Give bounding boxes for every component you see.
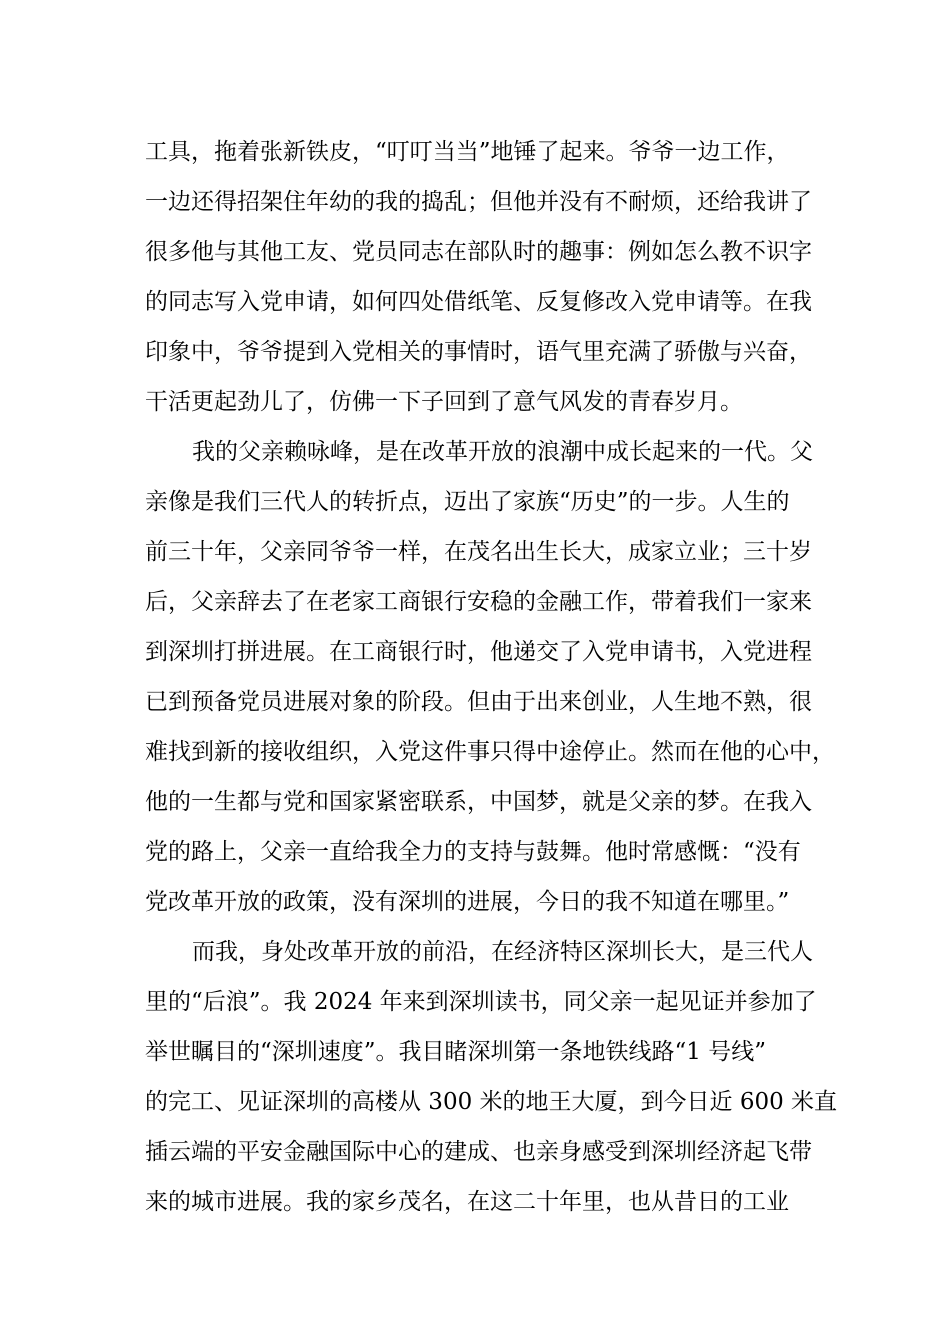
paragraph-line: 印象中，爷爷提到入党相关的事情时，语气里充满了骄傲与兴奋， (145, 339, 812, 365)
paragraph-line: 已到预备党员进展对象的阶段。但由于出来创业，人生地不熟，很 (145, 689, 812, 715)
paragraph-line: 的完工、见证深圳的高楼从 300 米的地王大厦，到今日近 600 米直 (145, 1089, 838, 1115)
paragraph-line: 前三十年，父亲同爷爷一样，在茂名出生长大，成家立业；三十岁 (145, 539, 812, 565)
paragraph-line: 工具，拖着张新铁皮，“叮叮当当”地锤了起来。爷爷一边工作， (145, 139, 790, 165)
paragraph-line: 我的父亲赖咏峰，是在改革开放的浪潮中成长起来的一代。父 (192, 439, 813, 465)
paragraph-line: 干活更起劲儿了，仿佛一下子回到了意气风发的青春岁月。 (145, 389, 743, 415)
paragraph-line: 很多他与其他工友、党员同志在部队时的趣事：例如怎么教不识字 (145, 239, 812, 265)
paragraph-line: 而我，身处改革开放的前沿，在经济特区深圳长大，是三代人 (192, 939, 813, 965)
paragraph-line: 的同志写入党申请，如何四处借纸笔、反复修改入党申请等。在我 (145, 289, 812, 315)
paragraph-line: 插云端的平安金融国际中心的建成、也亲身感受到深圳经济起飞带 (145, 1139, 812, 1165)
paragraph-line: 后，父亲辞去了在老家工商银行安稳的金融工作，带着我们一家来 (145, 589, 812, 615)
paragraph-line: 里的“后浪”。我 2024 年来到深圳读书，同父亲一起见证并参加了 (145, 989, 817, 1015)
paragraph-line: 党改革开放的政策，没有深圳的进展，今日的我不知道在哪里。” (145, 889, 790, 915)
paragraph-line: 亲像是我们三代人的转折点，迈出了家族“历史”的一步。人生的 (145, 489, 790, 515)
paragraph-line: 党的路上，父亲一直给我全力的支持与鼓舞。他时常感慨：“没有 (145, 839, 801, 865)
paragraph-line: 他的一生都与党和国家紧密联系，中国梦，就是父亲的梦。在我入 (145, 789, 812, 815)
paragraph-line: 难找到新的接收组织，入党这件事只得中途停止。然而在他的心中， (145, 739, 835, 765)
paragraph-line: 来的城市进展。我的家乡茂名，在这二十年里，也从昔日的工业 (145, 1189, 789, 1215)
paragraph-line: 一边还得招架住年幼的我的捣乱；但他并没有不耐烦，还给我讲了 (145, 189, 812, 215)
paragraph-line: 到深圳打拼进展。在工商银行时，他递交了入党申请书，入党进程 (145, 639, 812, 665)
paragraph-line: 举世瞩目的“深圳速度”。我目睹深圳第一条地铁线路“1 号线” (145, 1039, 766, 1065)
